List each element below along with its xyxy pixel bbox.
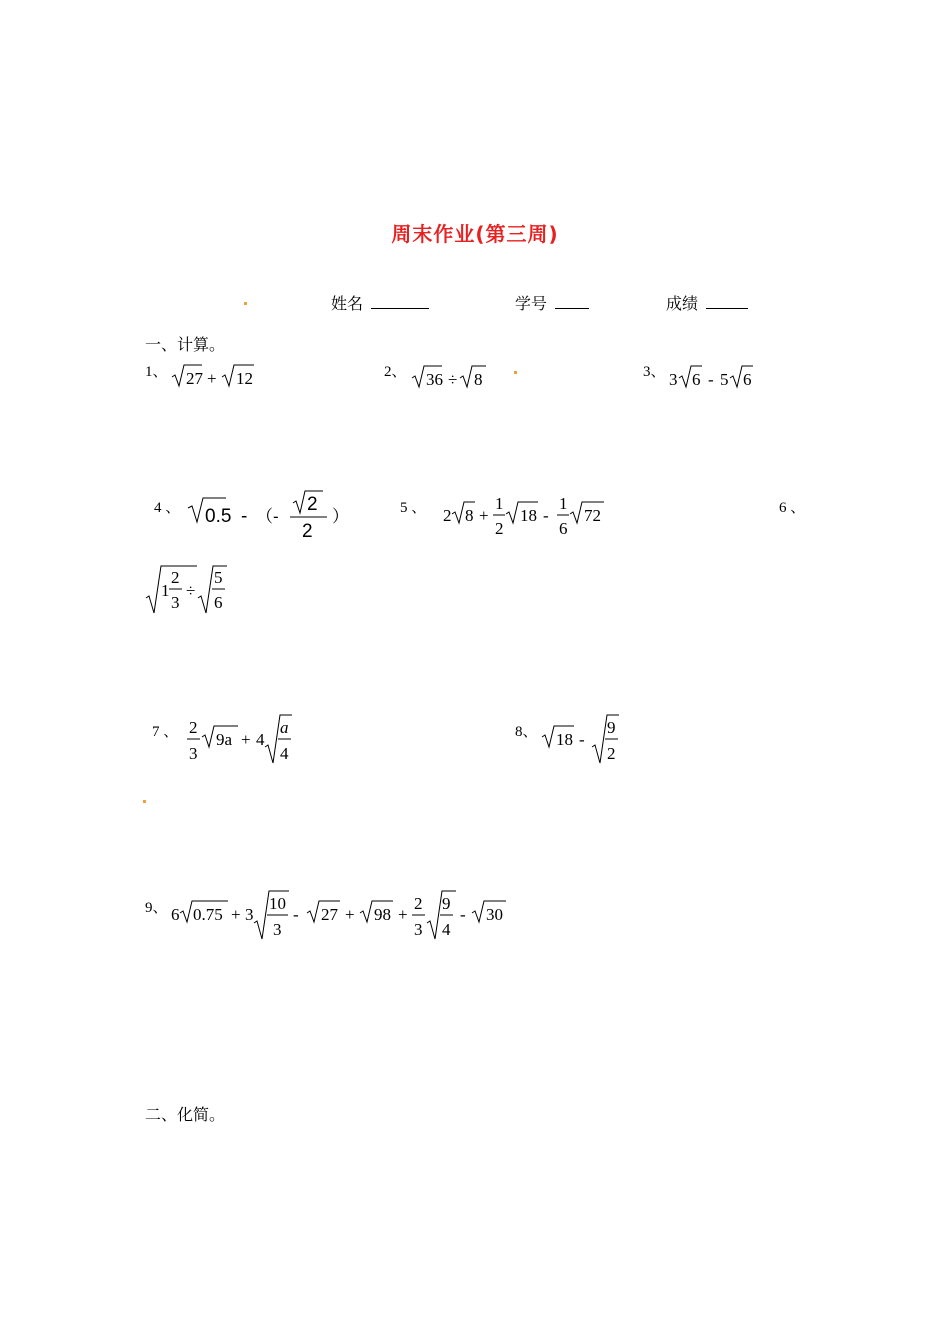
problem-7-number: 7 、: [152, 724, 179, 740]
score-field: [666, 291, 748, 314]
name-field: [331, 291, 429, 314]
section-calc-heading: 一、计算。: [145, 337, 226, 354]
svg-text:6: 6: [559, 519, 568, 538]
svg-text:2: 2: [189, 718, 198, 737]
svg-text:9a: 9a: [216, 730, 233, 749]
svg-text:+: +: [241, 730, 251, 749]
svg-text:-: -: [543, 506, 549, 525]
svg-text:9: 9: [442, 894, 451, 913]
marker-dot: [514, 371, 517, 374]
svg-text:27: 27: [186, 369, 203, 388]
problem-5-number: 5 、: [400, 500, 427, 516]
svg-text:6: 6: [171, 905, 180, 924]
svg-text:2: 2: [307, 494, 318, 515]
problem-1-number: 1、: [145, 364, 168, 380]
id-blank[interactable]: [555, 296, 589, 309]
svg-text:10: 10: [269, 894, 286, 913]
problem-7-expression: [186, 712, 306, 768]
problem-3-expression: [668, 363, 768, 393]
svg-text:2: 2: [443, 506, 452, 525]
svg-text:2: 2: [302, 521, 313, 542]
problem-6-number: 6 、: [779, 500, 806, 516]
svg-text:2: 2: [495, 519, 504, 538]
svg-text:+: +: [345, 905, 355, 924]
id-label: 学号: [515, 296, 548, 313]
problem-8-number: 8、: [515, 724, 538, 740]
problem-1-expression: [170, 362, 270, 392]
svg-text:12: 12: [236, 369, 253, 388]
svg-text:4: 4: [280, 744, 289, 763]
score-label: 成绩: [666, 296, 699, 313]
svg-text:+: +: [231, 905, 241, 924]
svg-text:6: 6: [743, 370, 752, 389]
svg-text:72: 72: [584, 506, 601, 525]
svg-text:30: 30: [486, 905, 503, 924]
svg-text:（-: （-: [256, 507, 279, 526]
svg-text:-: -: [293, 905, 299, 924]
problem-8-expression: [540, 712, 630, 768]
svg-text:-: -: [460, 905, 466, 924]
problem-5-expression: [442, 490, 622, 542]
svg-text:÷: ÷: [448, 370, 458, 389]
problem-4-number: 4 、: [154, 500, 181, 516]
problem-9-expression: [170, 888, 520, 944]
svg-text:-: -: [241, 506, 248, 527]
svg-text:18: 18: [520, 506, 537, 525]
svg-text:8: 8: [474, 370, 483, 389]
svg-text:6: 6: [214, 593, 223, 612]
svg-text:+: +: [398, 905, 408, 924]
svg-text:3: 3: [273, 920, 282, 939]
svg-text:9: 9: [607, 718, 616, 737]
svg-text:3: 3: [189, 744, 198, 763]
id-field: [515, 291, 589, 314]
svg-text:3: 3: [245, 905, 254, 924]
svg-text:98: 98: [374, 905, 391, 924]
score-blank[interactable]: [706, 296, 748, 309]
svg-text:18: 18: [556, 730, 573, 749]
marker-dot: [244, 302, 247, 305]
svg-text:-: -: [708, 370, 714, 389]
section-simplify-heading: 二、化简。: [145, 1107, 226, 1124]
page-title: 周末作业(第三周): [391, 222, 559, 246]
marker-dot: [143, 800, 146, 803]
svg-text:1: 1: [161, 581, 170, 600]
problem-4-expression: [186, 488, 356, 543]
svg-text:-: -: [579, 730, 585, 749]
svg-text:1: 1: [495, 494, 504, 513]
svg-text:5: 5: [214, 568, 223, 587]
problem-6-expression: [145, 562, 245, 620]
svg-text:÷: ÷: [186, 581, 196, 600]
svg-text:+: +: [207, 369, 217, 388]
svg-text:2: 2: [607, 744, 616, 763]
problem-9-number: 9、: [145, 900, 168, 916]
svg-text:27: 27: [321, 905, 338, 924]
svg-text:2: 2: [171, 568, 180, 587]
name-blank[interactable]: [371, 296, 429, 309]
svg-text:4: 4: [442, 920, 451, 939]
problem-2-number: 2、: [384, 364, 407, 380]
svg-text:3: 3: [414, 920, 423, 939]
svg-text:4: 4: [256, 730, 265, 749]
svg-text:）: ）: [332, 507, 349, 526]
svg-text:2: 2: [414, 894, 423, 913]
svg-text:36: 36: [426, 370, 443, 389]
svg-text:+: +: [479, 506, 489, 525]
svg-text:1: 1: [559, 494, 568, 513]
svg-text:a: a: [280, 718, 289, 737]
svg-text:6: 6: [692, 370, 701, 389]
problem-3-number: 3、: [643, 364, 666, 380]
svg-text:0.75: 0.75: [193, 905, 223, 924]
svg-text:3: 3: [669, 370, 678, 389]
svg-text:5: 5: [720, 370, 729, 389]
problem-2-expression: [410, 363, 500, 393]
svg-text:8: 8: [465, 506, 474, 525]
name-label: 姓名: [331, 296, 364, 313]
svg-text:0.5: 0.5: [205, 506, 232, 527]
svg-text:3: 3: [171, 593, 180, 612]
